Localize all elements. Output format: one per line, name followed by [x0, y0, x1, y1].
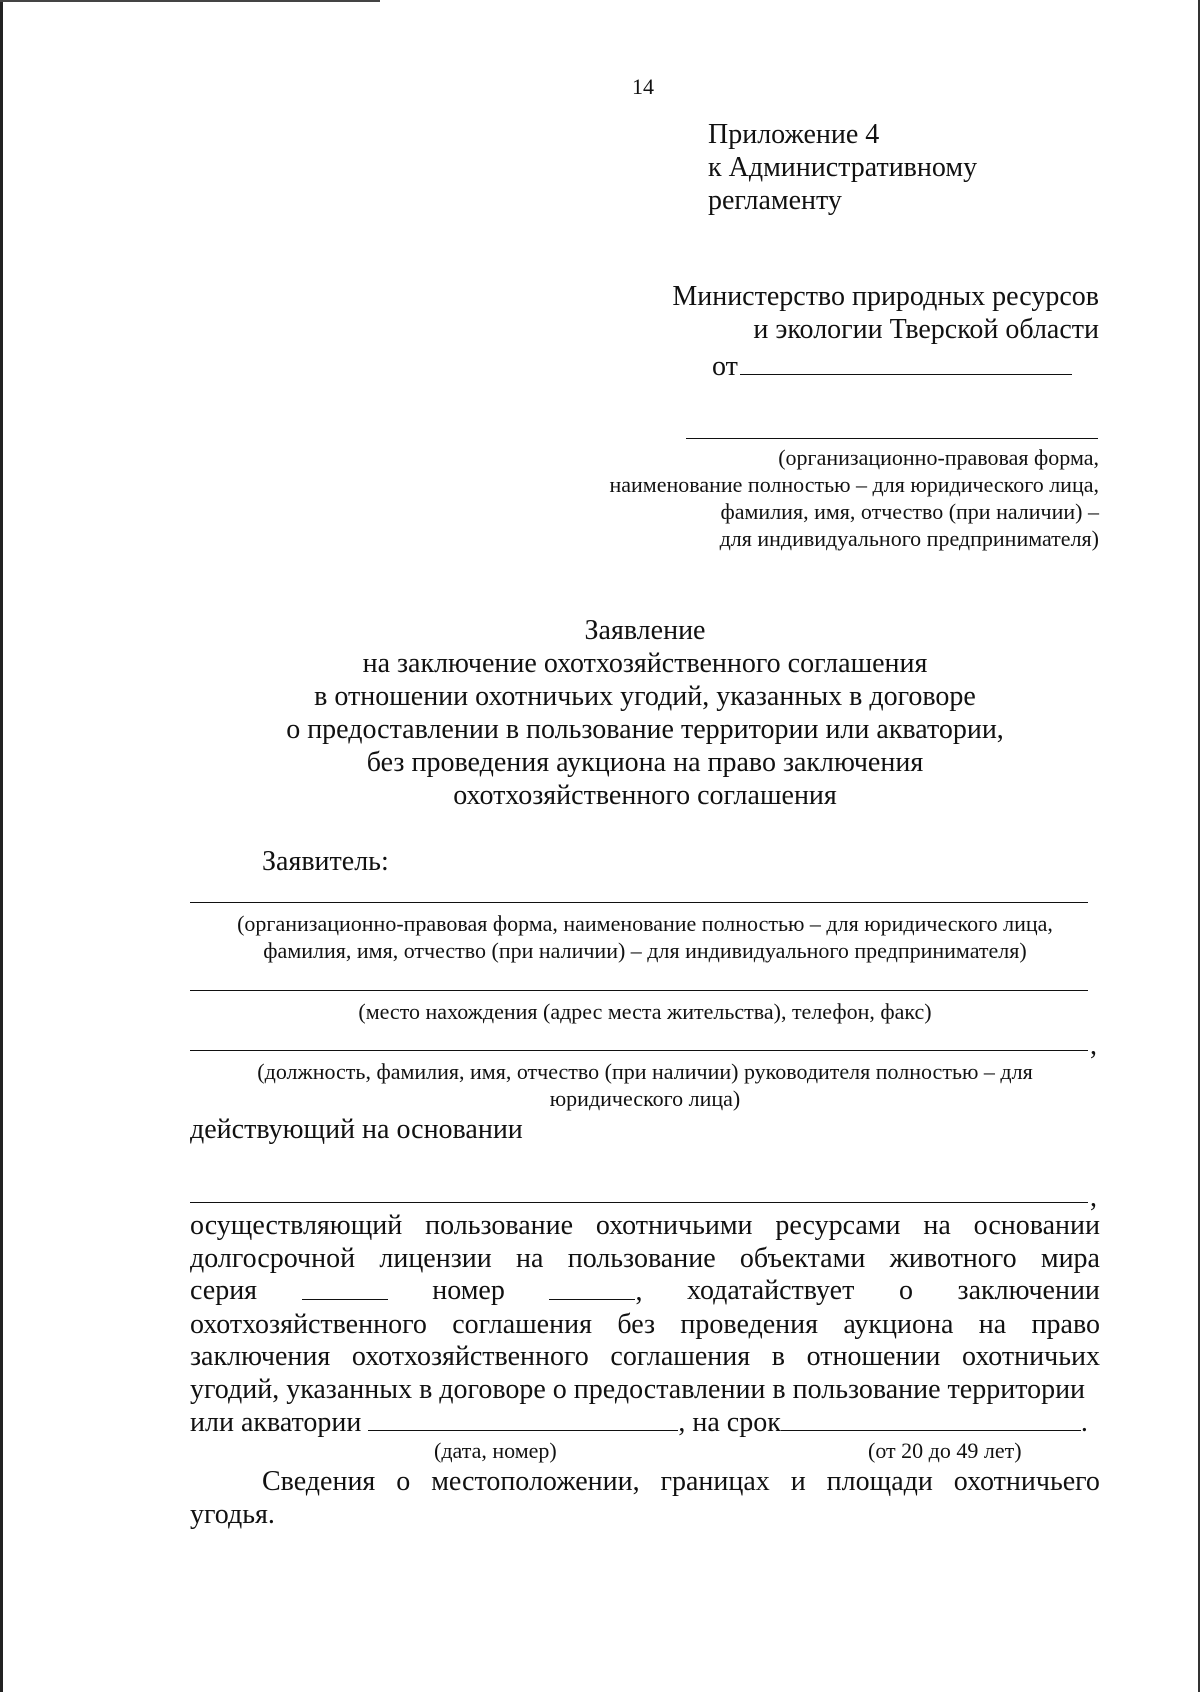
term-caption: (от 20 до 49 лет): [868, 1438, 1022, 1463]
applicant-label: Заявитель:: [262, 846, 389, 877]
caption-line: для индивидуального предпринимателя): [719, 526, 1099, 551]
addressee-line: и экологии Тверской области: [753, 314, 1099, 345]
comma: ,: [1090, 1030, 1097, 1061]
from-blank[interactable]: [740, 348, 1072, 375]
addressee-block: [539, 280, 1099, 346]
applicant-org-caption: [180, 910, 1110, 964]
serie-label: серия: [190, 1275, 258, 1306]
addressee-org-blank[interactable]: [686, 438, 1098, 439]
applicant-address-caption: [190, 998, 1100, 1025]
acting-basis-blank[interactable]: [190, 1202, 1088, 1203]
scan-edge-top: [0, 0, 380, 2]
caption-line: фамилия, имя, отчество (при наличии) –: [720, 499, 1099, 524]
comma: ,: [1090, 1182, 1097, 1213]
applicant-address-blank[interactable]: [190, 990, 1088, 991]
date-number-caption: (дата, номер): [434, 1438, 557, 1463]
contract-date-number-blank[interactable]: [368, 1406, 678, 1431]
paragraph-line: охотхозяйственного соглашения без проведения аукциона на право: [190, 1308, 1100, 1340]
paragraph-line: Сведения о местоположении, границах и площади охотничьего: [262, 1466, 1100, 1497]
scan-edge-left: [0, 0, 3, 1692]
addressee-line: Министерство природных ресурсов: [672, 281, 1099, 312]
main-paragraph: [190, 1210, 1100, 1440]
paragraph-line: заключения охотхозяйственного соглашения в отношении охотничьих: [190, 1341, 1100, 1372]
license-serie-blank[interactable]: [302, 1275, 388, 1300]
from-field: [712, 348, 1072, 383]
term-blank[interactable]: [781, 1406, 1081, 1431]
annex-line: регламенту: [708, 185, 842, 216]
document-title: [190, 614, 1100, 812]
annex-line: к Административному: [708, 152, 978, 183]
annex-line: Приложение 4: [708, 119, 880, 150]
head-person-blank[interactable]: [190, 1050, 1088, 1051]
paragraph-line: угодья.: [190, 1498, 275, 1530]
from-label: от: [712, 351, 738, 382]
license-number-blank[interactable]: [549, 1275, 635, 1300]
paragraph-line: серия номер , ходатайствует о заключении: [190, 1275, 1100, 1307]
number-label: номер: [432, 1275, 505, 1306]
title-line: без проведения аукциона на право заключения: [366, 747, 924, 778]
page-number: 14: [632, 74, 654, 99]
location-paragraph: [190, 1466, 1100, 1531]
acting-basis-label: действующий на основании: [190, 1114, 523, 1145]
title-line: охотхозяйственного соглашения: [453, 780, 837, 811]
caption-line: (место нахождения (адрес места жительства), телефон, факс): [358, 999, 932, 1024]
caption-line: (должность, фамилия, имя, отчество (при наличии) руководителя полностью – для: [257, 1059, 1033, 1084]
annex-reference: [708, 118, 977, 217]
caption-line: наименование полностью – для юридического лица,: [609, 472, 1099, 497]
paragraph-line: осуществляющий пользование охотничьими ресурсами на основании: [190, 1210, 1100, 1241]
caption-line: юридического лица): [549, 1086, 741, 1111]
title-line: Заявление: [584, 615, 706, 646]
caption-line: (организационно-правовая форма,: [778, 445, 1099, 470]
title-line: о предоставлении в пользование территории или акватории,: [286, 714, 1004, 745]
applicant-org-blank[interactable]: [190, 902, 1088, 903]
caption-line: фамилия, имя, отчество (при наличии) – для индивидуального предпринимателя): [263, 938, 1027, 963]
title-line: в отношении охотничьих угодий, указанных в договоре: [314, 681, 976, 712]
addressee-caption: [609, 444, 1099, 552]
title-line: на заключение охотхозяйственного соглашения: [362, 648, 928, 679]
head-person-caption: [190, 1058, 1100, 1112]
caption-line: (организационно-правовая форма, наименование полностью – для юридического лица,: [237, 911, 1053, 936]
paragraph-line: долгосрочной лицензии на пользование объектами животного мира: [190, 1242, 1100, 1274]
paragraph-line: или акватории , на срок .: [190, 1407, 1088, 1438]
paragraph-line: угодий, указанных в договоре о предоставлении в пользование территории: [190, 1373, 1086, 1405]
